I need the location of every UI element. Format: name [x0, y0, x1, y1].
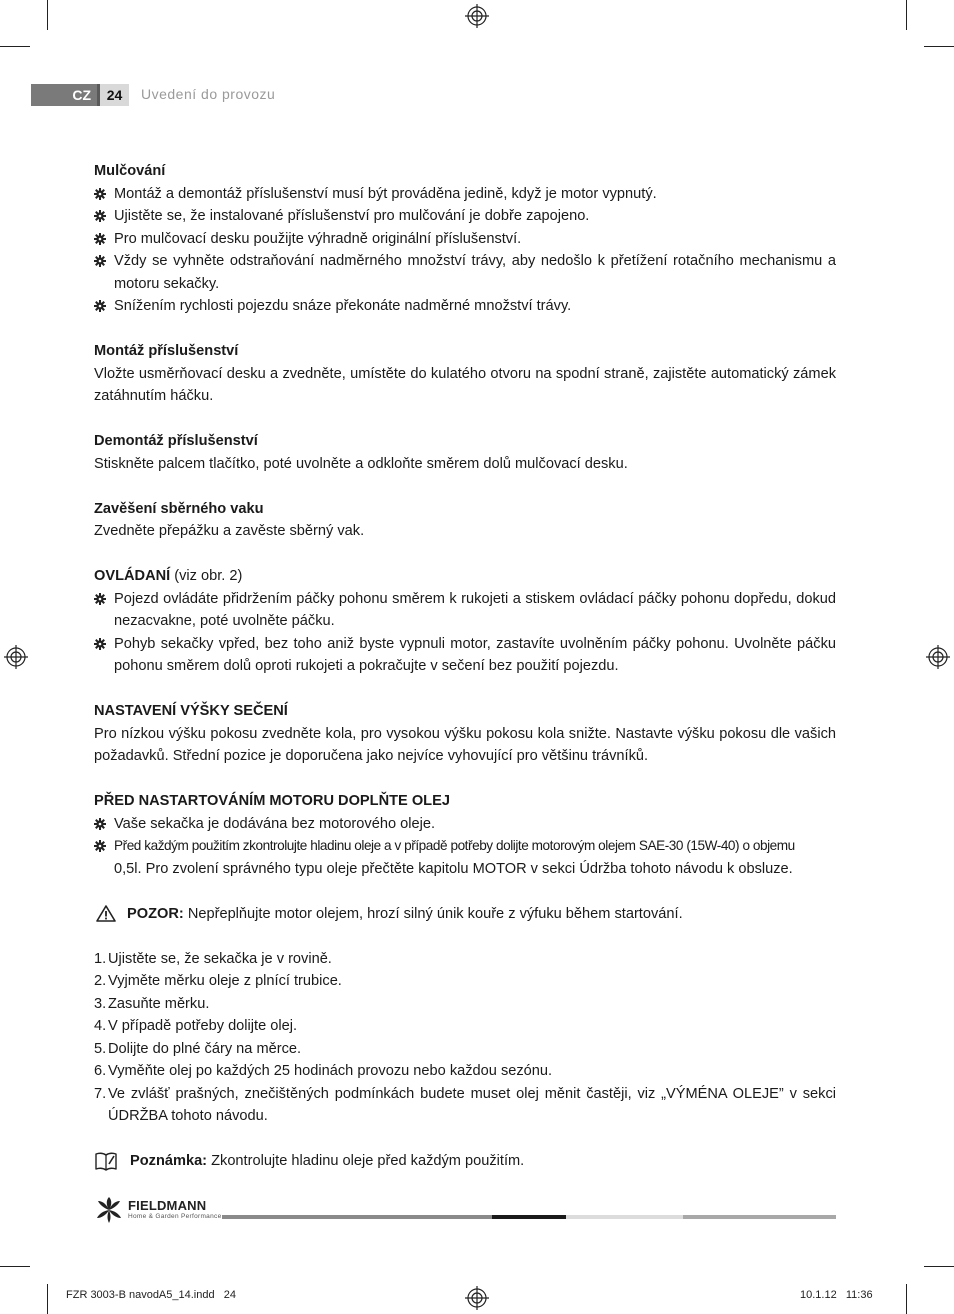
registration-mark-icon	[926, 645, 950, 669]
warning-label: POZOR:	[127, 905, 184, 922]
crop-mark	[0, 1266, 30, 1267]
note-label: Poznámka:	[130, 1153, 208, 1169]
gear-bullet-icon	[94, 593, 106, 605]
list-item-text: Snížením rychlosti pojezdu snáze překonáte nadměrné množství trávy.	[114, 298, 572, 314]
print-slug-file: FZR 3003-B navodA5_14.indd 24	[66, 1289, 237, 1301]
heading-mounting: Montáž příslušenství	[94, 343, 239, 359]
crop-mark	[906, 0, 907, 30]
list-item	[94, 633, 836, 678]
gear-bullet-icon	[94, 818, 106, 830]
gear-bullet-icon	[94, 300, 106, 312]
list-item-text: Pro mulčovací desku použijte výhradně originální příslušenství.	[114, 230, 522, 247]
list-item	[94, 1083, 836, 1128]
gear-bullet-icon	[94, 188, 106, 200]
crop-mark	[47, 1284, 48, 1314]
heading-oil: PŘED NASTARTOVÁNÍM MOTORU DOPLŇTE OLEJ	[94, 793, 450, 809]
heading-controls	[94, 565, 836, 588]
list-item	[94, 183, 836, 206]
step-text: Ujistěte se, že sekačka je v rovině.	[108, 950, 332, 967]
crop-mark	[924, 1266, 954, 1267]
note-text: Zkontrolujte hladinu oleje před každým použitím.	[207, 1153, 525, 1169]
footer-rule	[492, 1215, 566, 1219]
crop-mark	[924, 46, 954, 47]
list-item	[94, 970, 836, 993]
warning-triangle-icon	[96, 905, 116, 922]
heading-controls-suffix: (viz obr. 2)	[170, 568, 243, 584]
paragraph: Pro nízkou výšku pokosu zvedněte kola, pro vysokou výšku pokosu kola snižte. Nastavte výšku pokosu dle vašich požadavků. Střední pozice je doporučena jako nejvíce vyhovující pro většinu trávníků.	[94, 725, 836, 764]
brand-name: FIELDMANN	[128, 1198, 207, 1213]
heading-cutting-height: NASTAVENÍ VÝŠKY SEČENÍ	[94, 703, 288, 719]
print-slug-date: 10.1.12 11:36	[800, 1289, 873, 1301]
list-item-text: Pohyb sekačky vpřed, bez toho aniž byste vypnuli motor, zastavíte uvolněním páčky pohonu. Uvolněte páčku pohonu směrem dolů oproti rukojeti a pokračujte v sečení bez použití pojezdu.	[114, 635, 836, 674]
step-number: 5.	[94, 1040, 107, 1057]
list-item	[94, 588, 836, 633]
list-item-text: 0,5l. Pro zvolení správného typu oleje přečtěte kapitolu MOTOR v sekci Údržba tohoto návodu k obsluze.	[114, 860, 793, 877]
step-number: 7.	[94, 1085, 107, 1102]
list-item	[94, 1038, 836, 1061]
footer-rule	[222, 1215, 492, 1219]
step-number: 2.	[94, 973, 107, 989]
heading-dismounting: Demontáž příslušenství	[94, 433, 258, 449]
paragraph: Vložte usměrňovací desku a zvedněte, umístěte do kulatého otvoru na spodní straně, zajistěte automatický zámek zatáhnutím háčku.	[94, 365, 836, 404]
list-item-text: Ujistěte se, že instalované příslušenství pro mulčování je dobře zapojeno.	[114, 208, 590, 224]
step-text: Dolijte do plné čáry na měrce.	[108, 1040, 302, 1057]
warning-text: Nepřeplňujte motor olejem, hrozí silný únik kouře z výfuku během startování.	[183, 905, 683, 922]
page-number: 24	[100, 84, 129, 106]
gear-bullet-icon	[94, 638, 106, 650]
step-number: 3.	[94, 995, 107, 1012]
list-item-text: Vaše sekačka je dodávána bez motorového oleje.	[114, 815, 435, 832]
main-content	[94, 160, 836, 1173]
brand-tagline: Home & Garden Performance	[128, 1213, 222, 1220]
step-text: Zasuňte měrku.	[108, 995, 210, 1012]
list-item-text: Vždy se vyhněte odstraňování nadměrného množství trávy, aby nedošlo k přetížení rotačního mechanismu a motoru sekačky.	[114, 253, 836, 292]
step-text: Ve zvlášť prašných, znečištěných podmínkách budete muset olej měnit častěji, viz „VÝMÉNA OLEJE” v sekci ÚDRŽBA tohoto návodu.	[108, 1085, 836, 1124]
list-item	[94, 948, 836, 971]
list-item	[94, 1060, 836, 1083]
list-item	[94, 295, 836, 318]
gear-bullet-icon	[94, 840, 106, 852]
note	[94, 1150, 836, 1173]
gear-bullet-icon	[94, 233, 106, 245]
step-text: Vyjměte měrku oleje z plnící trubice.	[108, 973, 342, 989]
heading-controls-label: OVLÁDANÍ	[94, 568, 171, 584]
language-tab: CZ	[31, 84, 97, 106]
list-item-text: Pojezd ovládáte přidržením páčky pohonu směrem k rukojeti a stiskem ovládací páčky pohonu dopředu, dokud nezacvakne, poté uvolněte páčku.	[114, 590, 836, 629]
gear-bullet-icon	[94, 255, 106, 267]
list-item	[94, 205, 836, 228]
registration-mark-icon	[4, 645, 28, 669]
step-number: 4.	[94, 1018, 107, 1034]
list-item	[94, 993, 836, 1016]
step-text: Vyměňte olej po každých 25 hodinách provozu nebo každou sezónu.	[108, 1063, 553, 1079]
list-item	[94, 813, 836, 836]
crop-mark	[906, 1284, 907, 1314]
registration-mark-icon	[465, 4, 489, 28]
list-item	[94, 250, 836, 295]
footer-rule	[566, 1215, 683, 1219]
warning-note	[94, 903, 836, 926]
crop-mark	[0, 46, 30, 47]
registration-mark-icon	[465, 1286, 489, 1310]
list-item	[94, 1015, 836, 1038]
section-title: Uvedení do provozu	[141, 86, 276, 102]
fan-logo-icon	[94, 1196, 124, 1224]
step-number: 6.	[94, 1063, 107, 1079]
crop-mark	[47, 0, 48, 30]
list-item-text: Montáž a demontáž příslušenství musí být prováděna jedině, když je motor vypnutý.	[114, 185, 657, 202]
list-item-text: Před každým použitím zkontrolujte hladinu oleje a v případě potřeby dolijte motorovým olejem SAE-30 (15W-40) o objemu	[114, 838, 795, 853]
gear-bullet-icon	[94, 210, 106, 222]
open-book-icon	[94, 1151, 118, 1171]
step-number: 1.	[94, 950, 107, 967]
heading-mulching: Mulčování	[94, 163, 166, 179]
step-text: V případě potřeby dolijte olej.	[108, 1018, 298, 1034]
list-item	[94, 835, 836, 880]
footer-rule	[683, 1215, 836, 1219]
heading-bag: Zavěšení sběrného vaku	[94, 500, 264, 517]
paragraph: Zvedněte přepážku a zavěste sběrný vak.	[94, 523, 365, 539]
paragraph: Stiskněte palcem tlačítko, poté uvolněte a odkloňte směrem dolů mulčovací desku.	[94, 455, 628, 472]
list-item	[94, 228, 836, 251]
